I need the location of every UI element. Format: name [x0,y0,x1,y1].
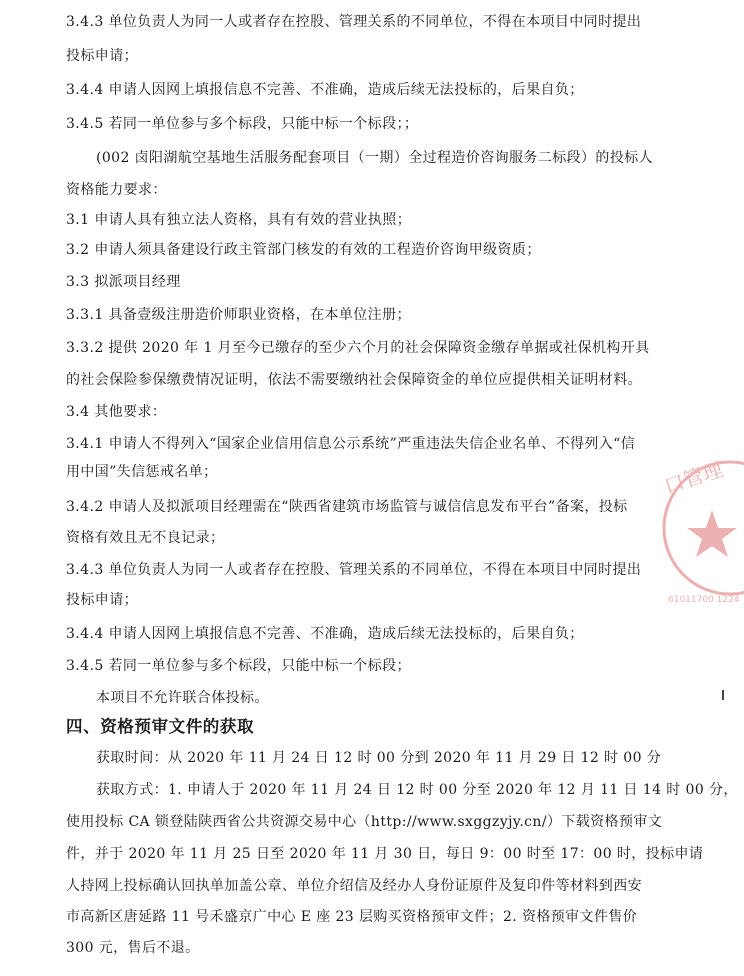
text-line: 人持网上投标确认回执单加盖公章、单位介绍信及经办人身份证原件及复印件等材料到西安 [66,878,642,894]
text-line: 3.4 其他要求： [66,404,167,420]
text-line: 资格有效且无不良记录； [66,530,225,546]
text-line: 获取方式：1. 申请人于 2020 年 11 月 24 日 12 时 00 分至 2020 年 12 月 11 日 14 时 00 分， [96,782,738,798]
text-line: 3.4.3 单位负责人为同一人或者存在控股、管理关系的不同单位，不得在本项目中同时提出 [66,14,642,30]
text-line: (002 卤阳湖航空基地生活服务配套项目（一期）全过程造价咨询服务二标段）的投标人 [96,150,654,166]
text-line: 投标申请； [66,48,138,64]
seal-text-top: 口管理 [661,457,726,499]
text-line: 3.3 拟派项目经理 [66,274,181,290]
text-line: 市高新区唐延路 11 号禾盛京广中心 E 座 23 层购买资格预审文件；2. 资格预审文件售价 [66,909,638,925]
text-line: 3.4.1 申请人不得列入“国家企业信用信息公示系统”严重违法失信企业名单、不得列入“信 [66,436,636,452]
text-line: 本项目不允许联合体投标。 [96,690,269,706]
text-line: 3.3.1 具备壹级注册造价师职业资格，在本单位注册； [66,307,411,323]
text-line: 3.3.2 提供 2020 年 1 月至今已缴存的至少六个月的社会保障资金缴存单据或社保机构开具 [66,340,650,356]
text-line: 件，并于 2020 年 11 月 25 日至 2020 年 11 月 30 日，每日 9：00 时至 17：00 时，投标申请 [66,846,704,862]
text-line: 投标申请； [66,592,138,608]
text-line: 3.2 申请人须具备建设行政主管部门核发的有效的工程造价咨询甲级资质； [66,242,541,258]
text-line: 资格能力要求： [66,182,167,198]
text-line: 3.4.4 申请人因网上填报信息不完善、不准确，造成后续无法投标的，后果自负； [66,626,584,642]
text-line: 300 元，售后不退。 [66,940,200,956]
text-line: 获取时间：从 2020 年 11 月 24 日 12 时 00 分到 2020 年 11 月 29 日 12 时 00 分 [96,750,662,766]
text-line: 的社会保险参保缴费情况证明，依法不需要缴纳社会保障资金的单位应提供相关证明材料。 [66,372,642,388]
section-heading: 四、资格预审文件的获取 [66,717,255,736]
text-line: 使用投标 CA 锁登陆陕西省公共资源交易中心（http://www.sxggzyjy.cn/）下载资格预审文 [66,814,663,830]
text-line: 3.4.4 申请人因网上填报信息不完善、不准确，造成后续无法投标的，后果自负； [66,82,584,98]
text-line: 3.4.3 单位负责人为同一人或者存在控股、管理关系的不同单位，不得在本项目中同时提出 [66,562,642,578]
text-line: 3.1 申请人具有独立法人资格，具有有效的营业执照； [66,212,412,228]
scan-mark [722,690,724,700]
seal-stamp [650,450,744,610]
star-icon [687,510,737,557]
text-line: 3.4.5 若同一单位参与多个标段，只能中标一个标段；； [66,116,419,132]
text-line: 3.4.5 若同一单位参与多个标段，只能中标一个标段； [66,658,411,674]
seal-text-bottom: 61011700 1224 [668,595,740,605]
text-line: 用中国”失信惩戒名单； [66,464,218,480]
text-line: 3.4.2 申请人及拟派项目经理需在“陕西省建筑市场监管与诚信信息发布平台”备案，投标 [66,499,628,515]
